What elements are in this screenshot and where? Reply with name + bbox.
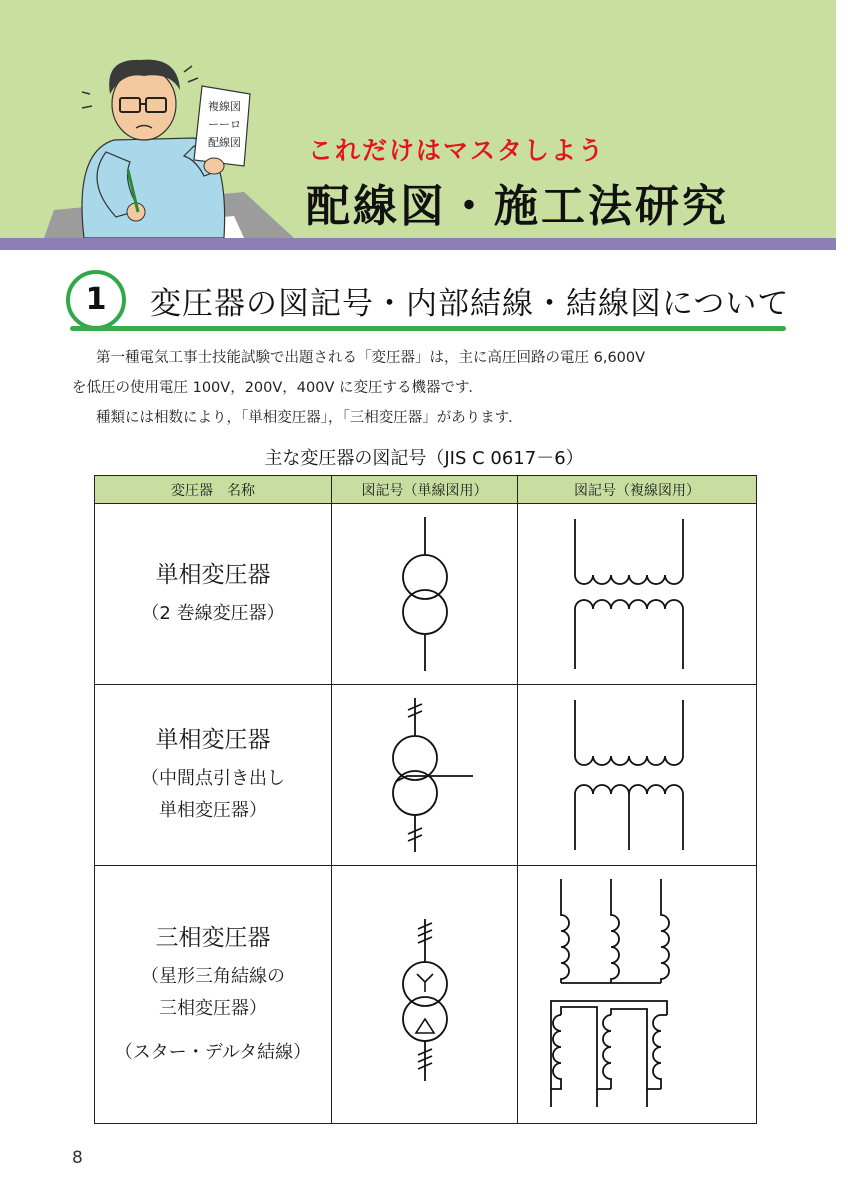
note-line-2: ーーロ: [208, 118, 241, 131]
single-line-symbol-icon: [365, 895, 485, 1095]
center-tap-multiline-symbol: [518, 685, 757, 866]
transformer-connection-note: （スター・デルタ結線）: [114, 1041, 312, 1063]
two-winding-transformer-symbol: [332, 504, 518, 685]
transformer-name: 単相変圧器: [155, 727, 271, 753]
table-header-row: [95, 476, 757, 504]
transformer-subname: （中間点引き出し: [141, 768, 285, 789]
star-delta-transformer-symbol: [332, 866, 518, 1124]
transformer-name-cell: [95, 866, 332, 1124]
transformer-subname: 単相変圧器）: [159, 800, 267, 821]
center-tap-transformer-symbol: [332, 685, 518, 866]
transformer-name: 単相変圧器: [155, 562, 271, 588]
header-multi-line-col: 図記号（複線図用）: [518, 476, 757, 504]
star-delta-multiline-symbol: [518, 866, 757, 1124]
multi-line-symbol-icon: [547, 690, 727, 860]
transformer-name-cell: [95, 685, 332, 866]
intro-line-2: を低圧の使用電圧 100V，200V，400V に変圧する機器です．: [72, 380, 483, 396]
note-line-1: 複線図: [208, 100, 241, 113]
page-title: 配線図・施工法研究: [306, 181, 729, 232]
transformer-name-cell: [95, 504, 332, 685]
section-rule: [70, 326, 786, 331]
transformer-subname: （2 巻線変圧器）: [141, 603, 285, 624]
single-line-symbol-icon: [355, 690, 495, 860]
page-number: 8: [72, 1148, 83, 1168]
single-line-symbol-icon: [365, 509, 485, 679]
header-subtitle: これだけはマスタしよう: [308, 136, 606, 165]
intro-paragraph: [72, 343, 796, 433]
intro-line-3: 種類には相数により，「単相変圧器」，「三相変圧器」があります．: [96, 410, 523, 426]
transformer-name: 三相変圧器: [155, 924, 271, 951]
table-caption: 主な変圧器の図記号（JIS C 0617－6）: [264, 448, 584, 469]
intro-line-1: 第一種電気工事士技能試験で出題される「変圧器」は，主に高圧回路の電圧 6,600V: [96, 350, 646, 366]
transformer-subname: （星形三角結線の: [141, 965, 285, 987]
note-line-3: 配線図: [208, 136, 241, 149]
multi-line-symbol-icon: [547, 509, 727, 679]
header-name-col: 変圧器 名称: [95, 476, 332, 504]
multi-line-symbol-icon: [537, 875, 737, 1115]
table-row: [95, 504, 757, 685]
table-row: [95, 866, 757, 1124]
header-underline-bar: [0, 238, 836, 250]
section-title: 変圧器の図記号・内部結線・結線図について: [150, 286, 790, 322]
section-number-badge: 1: [66, 270, 126, 330]
table-row: [95, 685, 757, 866]
header-single-line-col: 図記号（単線図用）: [332, 476, 518, 504]
two-winding-multiline-symbol: [518, 504, 757, 685]
transformer-subname: 三相変圧器）: [159, 997, 267, 1019]
engineer-illustration: [44, 42, 294, 238]
transformer-symbol-table: [94, 475, 757, 1124]
